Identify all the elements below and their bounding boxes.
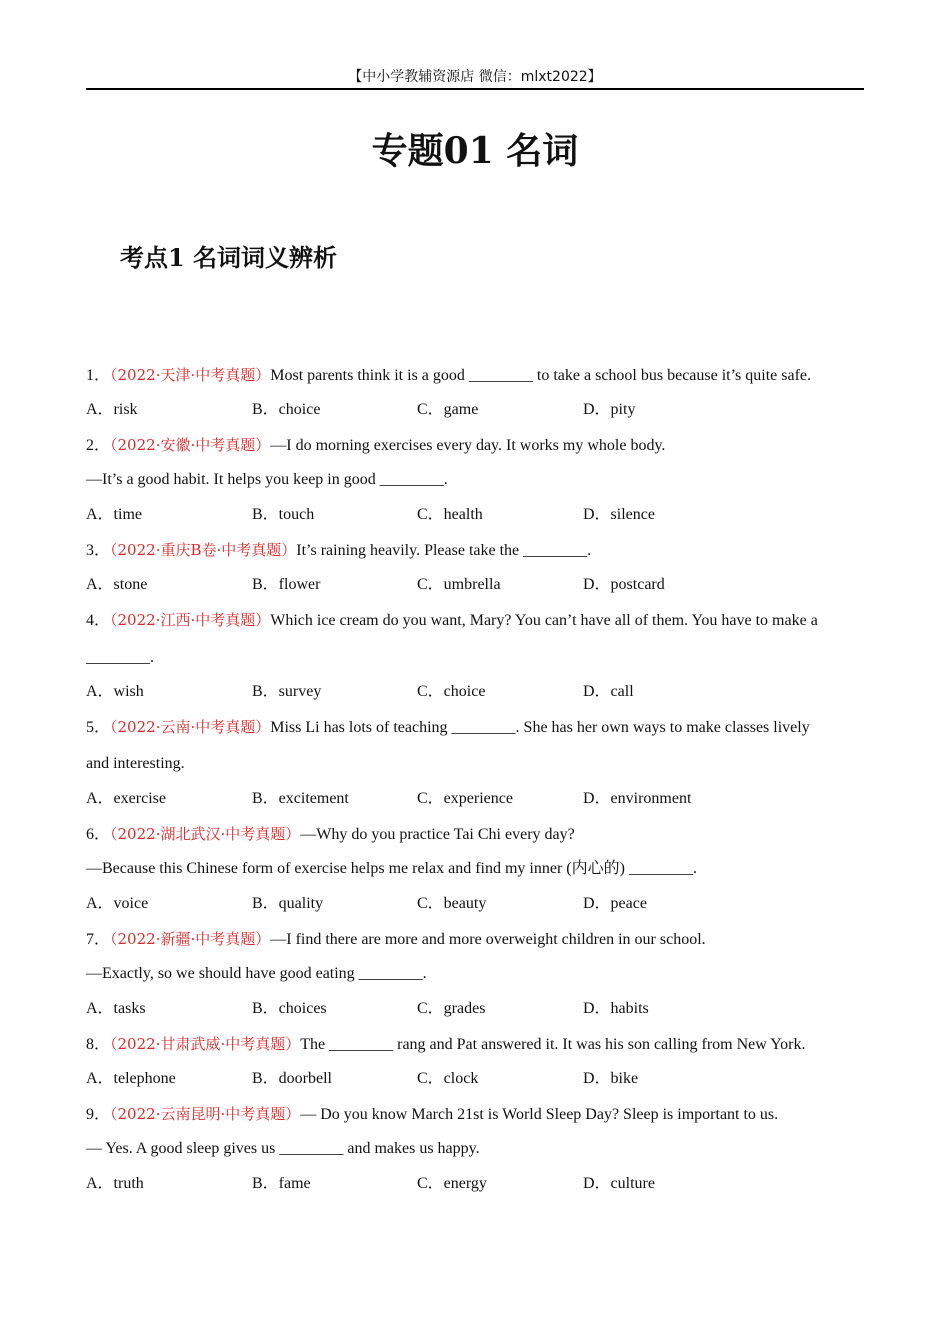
- option-d[interactable]: D．peace: [583, 895, 647, 912]
- question-source: （2022·安徽·中考真题）: [110, 436, 271, 454]
- option-c[interactable]: C．clock: [417, 1070, 479, 1087]
- question-9-line-2: — Yes. A good sleep gives us ________ and makes us happy.: [86, 1140, 480, 1157]
- question-3-options: [86, 574, 786, 596]
- option-c[interactable]: C．beauty: [417, 895, 487, 912]
- question-source: （2022·湖北武汉·中考真题）: [110, 825, 301, 843]
- option-b[interactable]: B．flower: [252, 576, 321, 593]
- section-heading: 考点1 名词词义辨析: [120, 243, 338, 272]
- question-source: （2022·甘肃武威·中考真题）: [110, 1035, 301, 1053]
- question-5: [86, 716, 810, 739]
- option-d[interactable]: D．silence: [583, 506, 655, 523]
- question-text: —I do morning exercises every day. It works my whole body.: [270, 437, 666, 454]
- question-source: （2022·天津·中考真题）: [110, 366, 271, 384]
- question-source: （2022·重庆B卷·中考真题）: [110, 541, 297, 559]
- question-text: —I find there are more and more overweight children in our school.: [270, 931, 706, 948]
- question-2-options: [86, 504, 786, 526]
- question-source: （2022·云南昆明·中考真题）: [110, 1105, 301, 1123]
- question-text: — Do you know March 21st is World Sleep Day? Sleep is important to us.: [300, 1106, 779, 1123]
- question-2-line-2: —It’s a good habit. It helps you keep in good ________.: [86, 471, 448, 488]
- option-c[interactable]: C．game: [417, 401, 479, 418]
- page-header: 【中小学教辅资源店 微信：mlxt2022】: [86, 66, 864, 90]
- option-b[interactable]: B．touch: [252, 506, 315, 523]
- option-b[interactable]: B．survey: [252, 683, 322, 700]
- question-number: 6．: [86, 826, 111, 843]
- option-a[interactable]: A．time: [86, 506, 142, 523]
- question-text: It’s raining heavily. Please take the ________.: [296, 542, 592, 559]
- question-text: Most parents think it is a good ________ to take a school bus because it’s quite safe.: [270, 367, 812, 384]
- option-a[interactable]: A．risk: [86, 401, 138, 418]
- question-text: The ________ rang and Pat answered it. It was his son calling from New York.: [300, 1036, 806, 1053]
- option-d[interactable]: D．habits: [583, 1000, 649, 1017]
- question-1-options: [86, 399, 786, 421]
- question-9-options: [86, 1173, 786, 1195]
- option-a[interactable]: A．wish: [86, 683, 144, 700]
- option-b[interactable]: B．excitement: [252, 790, 349, 807]
- question-number: 9．: [86, 1106, 111, 1123]
- option-b[interactable]: B．choice: [252, 401, 321, 418]
- page-title: 专题01 名词: [371, 130, 579, 172]
- option-b[interactable]: B．choices: [252, 1000, 327, 1017]
- option-c[interactable]: C．umbrella: [417, 576, 501, 593]
- option-d[interactable]: D．culture: [583, 1175, 655, 1192]
- question-number: 2．: [86, 437, 111, 454]
- option-c[interactable]: C．experience: [417, 790, 513, 807]
- option-b[interactable]: B．fame: [252, 1175, 311, 1192]
- question-5-options: [86, 788, 786, 810]
- question-8-options: [86, 1068, 786, 1090]
- option-c[interactable]: C．health: [417, 506, 483, 523]
- option-a[interactable]: A．stone: [86, 576, 148, 593]
- option-b[interactable]: B．quality: [252, 895, 324, 912]
- option-c[interactable]: C．energy: [417, 1175, 487, 1192]
- question-7: [86, 928, 706, 951]
- option-a[interactable]: A．telephone: [86, 1070, 176, 1087]
- question-4: [86, 609, 818, 632]
- question-7-options: [86, 998, 786, 1020]
- question-source: （2022·江西·中考真题）: [110, 611, 271, 629]
- option-d[interactable]: D．bike: [583, 1070, 639, 1087]
- question-number: 5．: [86, 719, 111, 736]
- question-text: Miss Li has lots of teaching ________. She has her own ways to make classes lively: [270, 719, 810, 736]
- question-8: [86, 1033, 805, 1056]
- question-number: 7．: [86, 931, 111, 948]
- option-a[interactable]: A．voice: [86, 895, 149, 912]
- question-source: （2022·新疆·中考真题）: [110, 930, 271, 948]
- option-b[interactable]: B．doorbell: [252, 1070, 332, 1087]
- question-1: [86, 364, 811, 387]
- option-a[interactable]: A．exercise: [86, 790, 166, 807]
- option-a[interactable]: A．tasks: [86, 1000, 146, 1017]
- option-c[interactable]: C．grades: [417, 1000, 486, 1017]
- option-d[interactable]: D．postcard: [583, 576, 665, 593]
- question-6-options: [86, 893, 786, 915]
- question-9: [86, 1103, 778, 1126]
- question-7-line-2: —Exactly, so we should have good eating ________.: [86, 965, 427, 982]
- question-number: 1．: [86, 367, 111, 384]
- question-4-line-2: ________.: [86, 649, 154, 666]
- question-2: [86, 434, 665, 457]
- option-d[interactable]: D．call: [583, 683, 634, 700]
- question-source: （2022·云南·中考真题）: [110, 718, 271, 736]
- question-number: 3．: [86, 542, 111, 559]
- question-text: Which ice cream do you want, Mary? You can’t have all of them. You have to make a: [270, 612, 818, 629]
- question-number: 4．: [86, 612, 111, 629]
- question-3: [86, 539, 591, 562]
- option-c[interactable]: C．choice: [417, 683, 486, 700]
- question-5-line-2: and interesting.: [86, 755, 185, 772]
- option-d[interactable]: D．pity: [583, 401, 636, 418]
- question-6: [86, 823, 575, 846]
- question-4-options: [86, 681, 786, 703]
- option-d[interactable]: D．environment: [583, 790, 692, 807]
- question-number: 8．: [86, 1036, 111, 1053]
- question-6-line-2: —Because this Chinese form of exercise helps me relax and find my inner (内心的) ________.: [86, 860, 697, 877]
- question-text: —Why do you practice Tai Chi every day?: [300, 826, 575, 843]
- option-a[interactable]: A．truth: [86, 1175, 144, 1192]
